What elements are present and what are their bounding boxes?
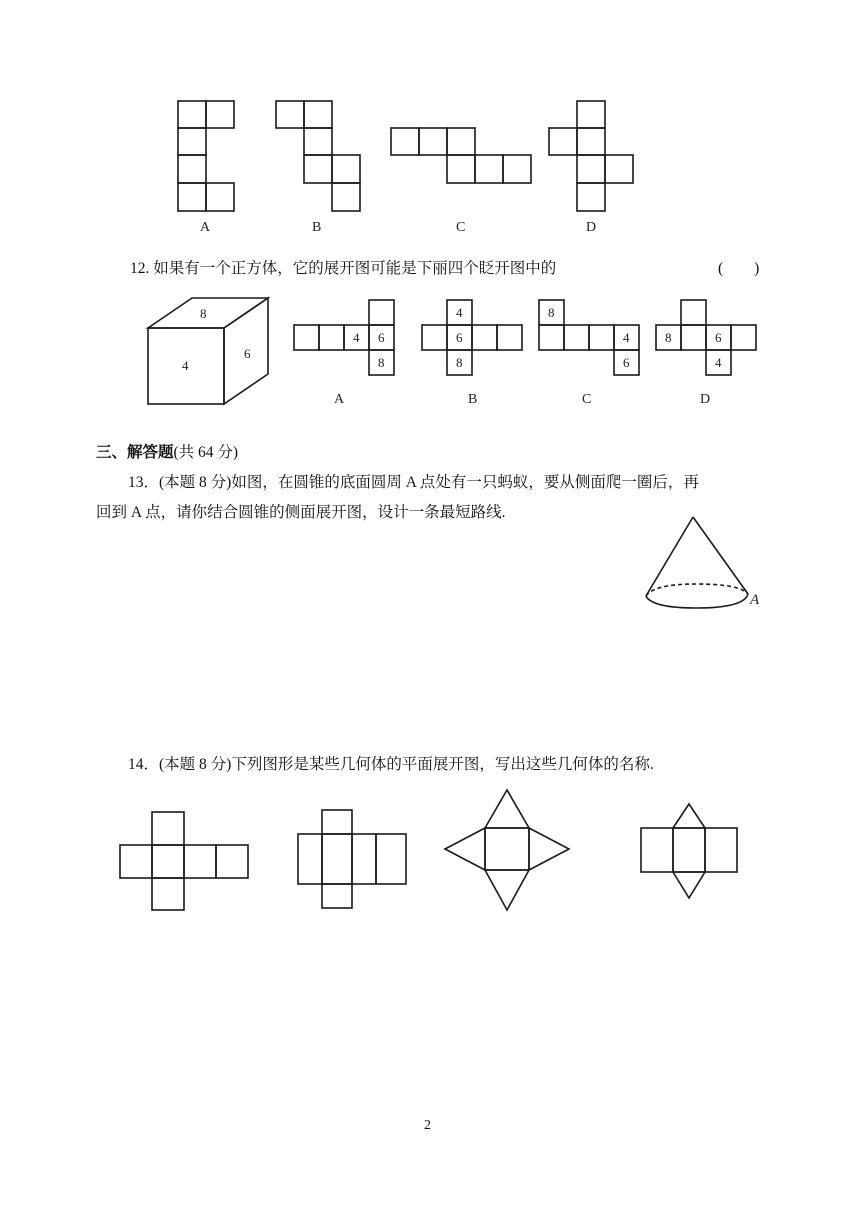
net-c-face-1: 8 xyxy=(548,305,555,320)
net-d-face-3: 4 xyxy=(715,355,722,370)
q11-label-d: D xyxy=(586,220,597,235)
q12-label-b: B xyxy=(468,392,478,407)
q11-net-c xyxy=(385,120,535,190)
section-heading xyxy=(96,440,238,462)
q14-net-cube xyxy=(118,808,253,913)
net-b-face-1: 4 xyxy=(456,305,463,320)
section-title: 三、解答题 xyxy=(96,443,174,461)
q12-net-b xyxy=(418,295,528,380)
net-a-face-2: 6 xyxy=(378,330,385,345)
q12-net-a xyxy=(290,295,400,380)
q12-question: 12. 如果有一个正方体，它的展开图可能是下丽四个眨开图中的 xyxy=(130,260,557,277)
q12-net-c xyxy=(535,295,645,380)
q14-net-pyramid xyxy=(443,788,573,914)
q12-cube xyxy=(140,292,280,412)
cone-point-a: A xyxy=(750,592,760,608)
cube-face-top: 8 xyxy=(200,306,207,321)
q12-net-d xyxy=(652,295,762,380)
net-a-face-3: 8 xyxy=(378,355,385,370)
q14-net-prism xyxy=(296,806,412,912)
q12-label-c: C xyxy=(582,392,592,407)
q11-label-a: A xyxy=(200,220,211,235)
net-c-face-3: 6 xyxy=(623,355,630,370)
q14-question: 14．(本题 8 分)下列图形是某些几何体的平面展开图，写出这些几何体的名称. xyxy=(128,756,654,773)
net-c-face-2: 4 xyxy=(623,330,630,345)
q11-net-b xyxy=(270,95,365,215)
net-d-face-2: 6 xyxy=(715,330,722,345)
net-b-face-2: 6 xyxy=(456,330,463,345)
q13-line-2: 回到 A 点，请你结合圆锥的侧面展开图，设计一条最短路线. xyxy=(96,504,506,521)
q11-label-c: C xyxy=(456,220,466,235)
section-points: (共 64 分) xyxy=(173,444,239,461)
net-a-face-1: 4 xyxy=(353,330,360,345)
q11-label-b: B xyxy=(312,220,322,235)
q13-cone xyxy=(640,512,770,612)
q11-net-a xyxy=(170,95,240,215)
q12-label-a: A xyxy=(334,392,345,407)
cube-face-front: 4 xyxy=(182,358,189,373)
q12-label-d: D xyxy=(700,392,711,407)
q14-net-triangular-prism xyxy=(637,800,741,902)
net-d-face-1: 8 xyxy=(665,330,672,345)
page-number: 2 xyxy=(424,1118,431,1133)
q12-answer-bracket: ( ) xyxy=(718,260,760,277)
q11-net-d xyxy=(570,95,640,215)
cube-face-right: 6 xyxy=(244,346,251,361)
q13-line-1: 13．(本题 8 分)如图，在圆锥的底面圆周 A 点处有一只蚂蚁，要从侧面爬一圈后，再 xyxy=(128,474,699,491)
net-b-face-3: 8 xyxy=(456,355,463,370)
